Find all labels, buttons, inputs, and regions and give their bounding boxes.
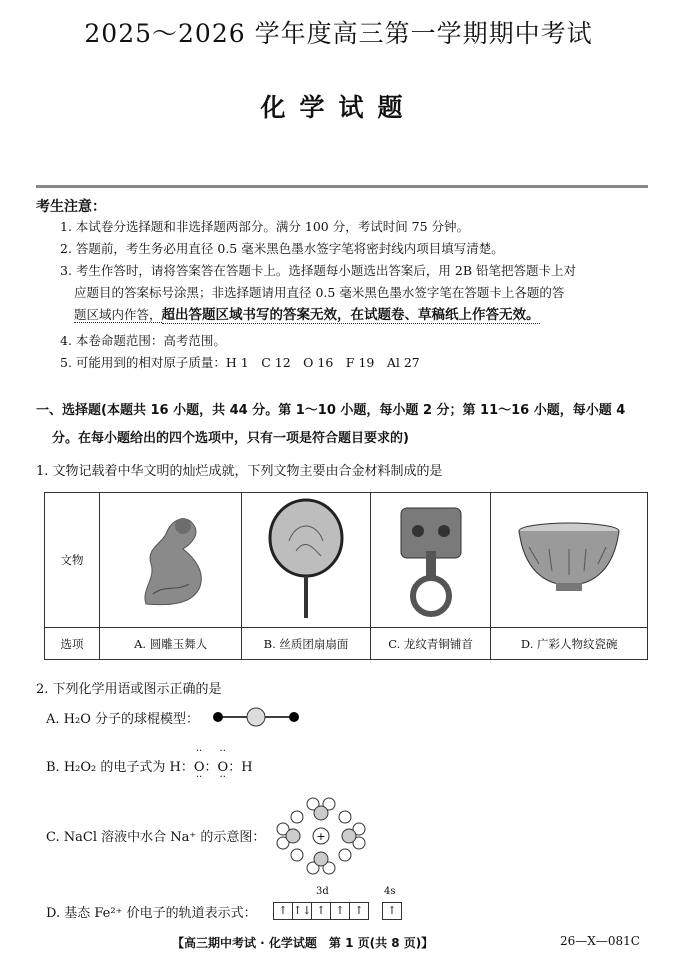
option-b: B. 丝质团扇扇面 xyxy=(242,628,370,660)
question-2-option-a xyxy=(46,708,199,727)
option-c: C. 龙纹青铜铺首 xyxy=(370,628,491,660)
paper-code: 26—X—081C xyxy=(560,934,640,948)
question-2-option-b: B. H₂O₂ 的电子式为 H： ·· O ·· ： ·· O ·· ：H xyxy=(46,746,253,783)
notice-item-1: 1. 本试卷分选择题和非选择题两部分。满分 100 分，考试时间 75 分钟。 xyxy=(60,219,470,234)
orbital-label-3d: 3d xyxy=(316,886,329,897)
h2o-ball-stick-model xyxy=(210,706,302,728)
notice-item-3-line-3 xyxy=(74,304,664,326)
orbital-diagram-3d xyxy=(273,900,368,920)
hydrated-sodium-ion-diagram xyxy=(275,795,367,877)
notice-item-3-text: 题区域内作答， xyxy=(74,307,162,322)
notice-item-2: 2. 答题前，考生务必用直径 0.5 毫米黑色墨水签字笔将密封线内项目填写清楚。 xyxy=(60,241,504,256)
notice-item-4: 4. 本卷命题范围：高考范围。 xyxy=(60,333,226,348)
notice-item-3-line-2: 应题目的答案标号涂黑；非选择题请用直径 0.5 毫米黑色墨水签字笔在答题卡上各题的答 xyxy=(74,285,565,300)
question-1-relics-table xyxy=(44,492,648,660)
option-row-label: 选项 xyxy=(45,628,100,660)
question-2-option-d: D. 基态 Fe²⁺ 价电子的轨道表示式： xyxy=(46,906,257,921)
option-d: D. 广彩人物纹瓷碗 xyxy=(491,628,648,660)
notice-heading: 考生注意： xyxy=(36,199,106,215)
header-divider xyxy=(36,185,648,188)
option-a-text: A. H₂O 分子的球棍模型： xyxy=(46,712,199,727)
oxygen-atom-2: ·· O ·· xyxy=(217,746,229,783)
sodium-ion-charge: + xyxy=(316,830,326,843)
orbital-box: ↑ xyxy=(330,902,350,920)
notice-item-3-line-1: 3. 考生作答时，请将答案答在答题卡上。选择题每小题选出答案后，用 2B 铅笔把答题卡上对 xyxy=(60,263,576,278)
section-1-instructions-line-2: 分。在每小题给出的四个选项中，只有一项是符合题目要求的) xyxy=(52,431,409,446)
question-1-stem: 1. 文物记载着中华文明的灿烂成就，下列文物主要由合金材料制成的是 xyxy=(36,464,443,479)
orbital-box: ↑ xyxy=(311,902,331,920)
orbital-box: ↑ xyxy=(382,902,402,920)
orbital-box: ↑↓ xyxy=(292,902,312,920)
relic-image-jade-dancer xyxy=(100,493,242,628)
oxygen-atom-1: ·· O ·· xyxy=(193,746,205,783)
question-2-stem: 2. 下列化学用语或图示正确的是 xyxy=(36,682,222,697)
notice-item-5: 5. 可能用到的相对原子质量：H 1 C 12 O 16 F 19 Al 27 xyxy=(60,355,420,370)
section-1-instructions-line-1: 一、选择题(本题共 16 小题，共 44 分。第 1～10 小题，每小题 2 分；第 11～16 小题，每小题 4 xyxy=(36,403,626,418)
orbital-box: ↑ xyxy=(273,902,293,920)
relic-row-label: 文物 xyxy=(45,493,100,628)
relic-image-silk-fan xyxy=(242,493,370,628)
orbital-label-4s: 4s xyxy=(384,886,396,897)
relic-image-porcelain-bowl xyxy=(491,493,648,628)
option-b-text: B. H₂O₂ 的电子式为 H： xyxy=(46,760,194,775)
exam-title: 2025～2026 学年度高三第一学期期中考试 xyxy=(84,19,593,48)
option-a: A. 圆雕玉舞人 xyxy=(100,628,242,660)
subject-title: 化学试题 xyxy=(260,93,417,122)
relic-image-bronze-knocker xyxy=(370,493,491,628)
notice-item-3-emphasis: 超出答题区域书写的答案无效，在试题卷、草稿纸上作答无效。 xyxy=(161,307,540,323)
orbital-box: ↑ xyxy=(349,902,369,920)
page-info: 【高三期中考试 · 化学试题 第 1 页(共 8 页)】 xyxy=(172,936,434,950)
orbital-diagram-4s xyxy=(382,900,401,920)
question-2-option-c: C. NaCl 溶液中水合 Na⁺ 的示意图： xyxy=(46,830,266,845)
